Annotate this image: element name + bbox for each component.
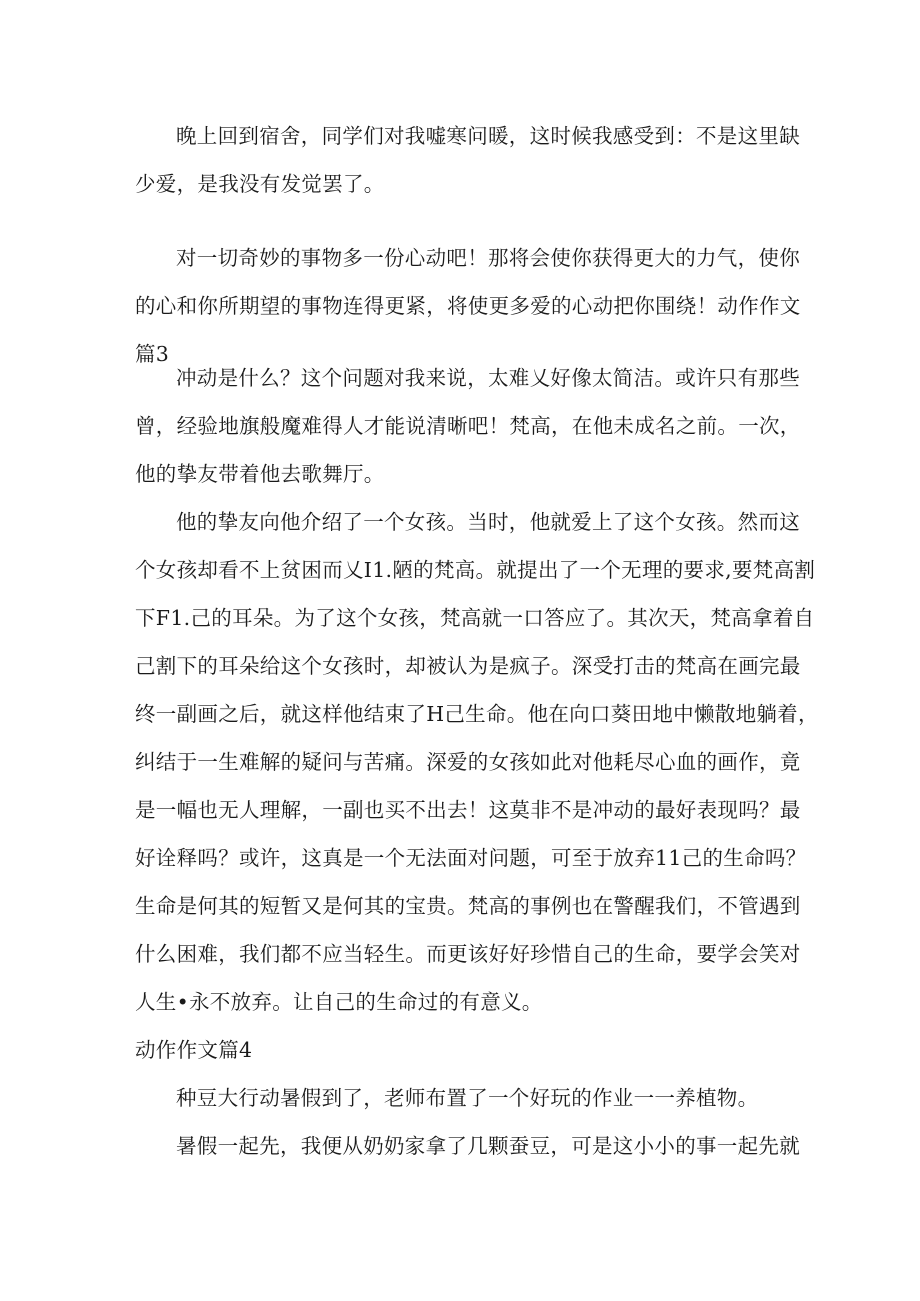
paragraph-line: 曾，经验地旗般魔难得人才能说清晰吧！梵高，在他未成名之前。一次， [135,414,801,438]
paragraph-line: 纠结于一生难解的疑问与苦痛。深爱的女孩如此对他耗尽心血的画作，竟 [135,750,801,774]
paragraph-line: 终一副画之后，就这样他结束了H己生命。他在向口葵田地中懒散地躺着， [135,702,819,726]
paragraph-line: 他的挚友向他介绍了一个女孩。当时，他就爱上了这个女孩。然而这 [176,510,800,534]
paragraph-line: 人生•永不放弃。让自己的生命过的有意义。 [135,990,543,1014]
paragraph-line: 什么困难，我们都不应当轻生。而更该好好珍惜自己的生命，要学会笑对 [135,942,801,966]
paragraph-line: 他的挚友带着他去歌舞厅。 [135,462,385,486]
paragraph-line: 个女孩却看不上贫困而乂I1.陋的梵高。就提出了一个无理的要求,要梵高割 [135,558,816,582]
paragraph-line: 生命是何其的短暂又是何其的宝贵。梵高的事例也在警醒我们，不管遇到 [135,894,801,918]
paragraph-line: 的心和你所期望的事物连得更紧，将使更多爱的心动把你围绕！动作作文 [135,294,801,318]
paragraph-line: 暑假一起先，我便从奶奶家拿了几颗蚕豆，可是这小小的事一起先就 [176,1134,800,1158]
section-heading: 动作作文篇4 [135,1038,253,1062]
paragraph-line: 冲动是什么？这个问题对我来说，太难乂好像太简洁。或许只有那些 [176,366,800,390]
paragraph-line: 少爱，是我没有发觉罢了。 [135,172,385,196]
paragraph-line: 下F1.己的耳朵。为了这个女孩，梵高就一口答应了。其次天，梵高拿着自 [135,606,815,630]
paragraph-line: 好诠释吗？或许，这真是一个无法面对问题，可至于放弃11己的生命吗？ [135,846,807,870]
paragraph-line: 对一切奇妙的事物多一份心动吧！那将会使你获得更大的力气，使你 [176,246,800,270]
paragraph-line: 己割下的耳朵给这个女孩时，却被认为是疯子。深受打击的梵高在画完最 [135,654,801,678]
paragraph-line: 种豆大行动暑假到了，老师布置了一个好玩的作业一一养植物。 [176,1086,759,1110]
paragraph-line: 是一幅也无人理解，一副也买不出去！这莫非不是冲动的最好表现吗？最 [135,798,801,822]
section-heading: 篇3 [135,342,170,366]
paragraph-line: 晚上回到宿舍，同学们对我嘘寒问暖，这时候我感受到：不是这里缺 [176,124,800,148]
